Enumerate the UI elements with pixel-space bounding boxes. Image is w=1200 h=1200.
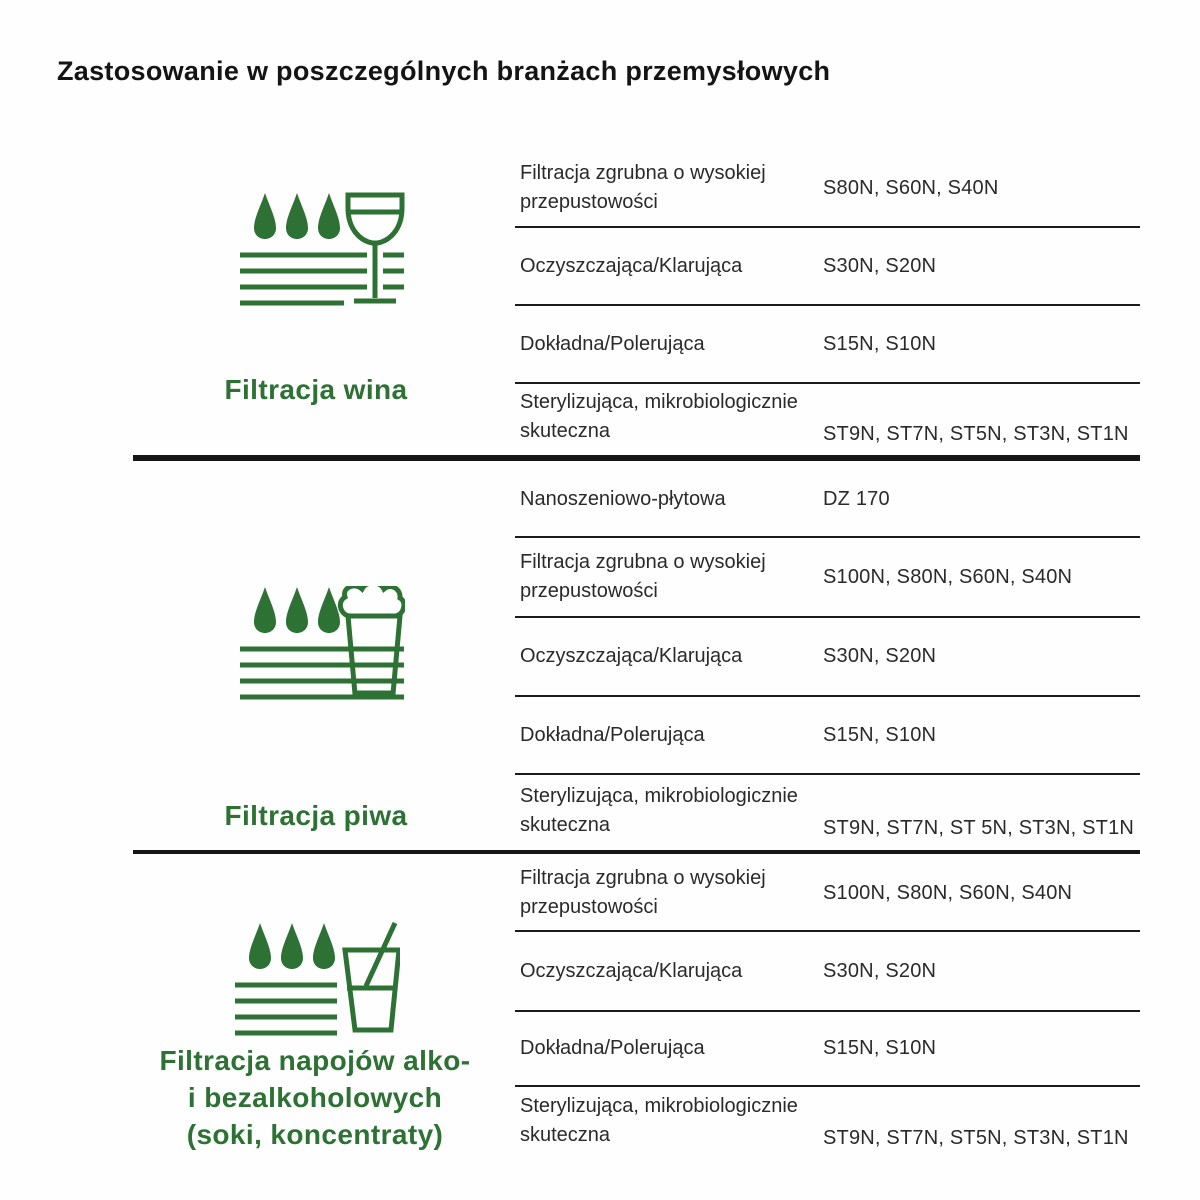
water-drops-icon [254,193,340,239]
table-row [515,775,1140,852]
juice-glass-icon [345,923,399,1030]
caption-line: Filtracja napojów alko- [159,1045,471,1076]
filtration-type-label: Oczyszczająca/Klarująca [520,959,743,982]
table-row [515,618,1140,697]
filter-plate-lines [240,649,404,697]
section-divider [133,455,1140,461]
filtration-type-label: Filtracja zgrubna o wysokiej przepustowości [520,551,766,602]
caption-line: (soki, koncentraty) [186,1119,444,1150]
wine-glass-with-drops-icon [238,192,405,306]
product-codes: S15N, S10N [823,723,937,746]
product-codes: DZ 170 [823,488,890,510]
page-title: Zastosowanie w poszczególnych branżach przemysłowych [57,56,831,86]
water-drops-icon [254,587,340,633]
wine-table [515,150,1140,458]
table-row [515,306,1140,384]
table-row [515,463,1140,538]
filtration-type-label: Dokładna/Polerująca [520,723,705,746]
filtration-type-label: Oczyszczająca/Klarująca [520,645,743,667]
product-codes: ST9N, ST7N, ST 5N, ST3N, ST1N [823,817,1135,839]
beer-table [515,463,1140,852]
product-codes: S30N, S20N [823,254,937,277]
product-codes: ST9N, ST7N, ST5N, ST3N, ST1N [823,1127,1129,1149]
juice-table [515,856,1140,1162]
section-caption-wine: Filtracja wina [224,374,408,405]
section-caption-juice [95,1042,535,1153]
product-codes: S15N, S10N [823,332,937,355]
filtration-type-label: Oczyszczająca/Klarująca [520,254,743,277]
filtration-type-label: Dokładna/Polerująca [520,1037,705,1059]
filtration-type-label: Sterylizująca, mikrobiologicznie skuteczna [520,1095,798,1146]
filtration-type-label: Filtracja zgrubna o wysokiej przepustowości [520,867,766,918]
beer-glass-icon [340,586,404,694]
table-row [515,697,1140,775]
table-row [515,228,1140,306]
filtration-type-label: Sterylizująca, mikrobiologicznie skuteczna [520,785,798,836]
water-drops-icon [249,923,335,969]
table-row [515,856,1140,932]
juice-glass-with-drops-icon [233,922,400,1036]
product-codes: S30N, S20N [823,645,937,667]
product-codes: ST9N, ST7N, ST5N, ST3N, ST1N [823,423,1129,445]
table-row [515,538,1140,618]
table-row [515,150,1140,228]
table-row [515,384,1140,458]
product-codes: S15N, S10N [823,1037,937,1059]
filtration-type-label: Dokładna/Polerująca [520,332,705,355]
table-row [515,1012,1140,1087]
product-codes: S80N, S60N, S40N [823,176,999,199]
caption-line: i bezalkoholowych [187,1082,443,1113]
table-row [515,932,1140,1012]
table-row [515,1087,1140,1162]
filter-plate-lines [235,985,337,1033]
filtration-type-label: Nanoszeniowo-płytowa [520,488,726,510]
beer-glass-with-drops-icon [238,586,405,700]
product-codes: S100N, S80N, S60N, S40N [823,881,1073,904]
product-codes: S100N, S80N, S60N, S40N [823,565,1073,588]
filtration-type-label: Filtracja zgrubna o wysokiej przepustowości [520,162,766,213]
filtration-type-label: Sterylizująca, mikrobiologicznie skuteczna [520,391,798,442]
section-divider [133,850,1140,854]
section-caption-beer: Filtracja piwa [224,800,408,831]
product-codes: S30N, S20N [823,959,937,982]
